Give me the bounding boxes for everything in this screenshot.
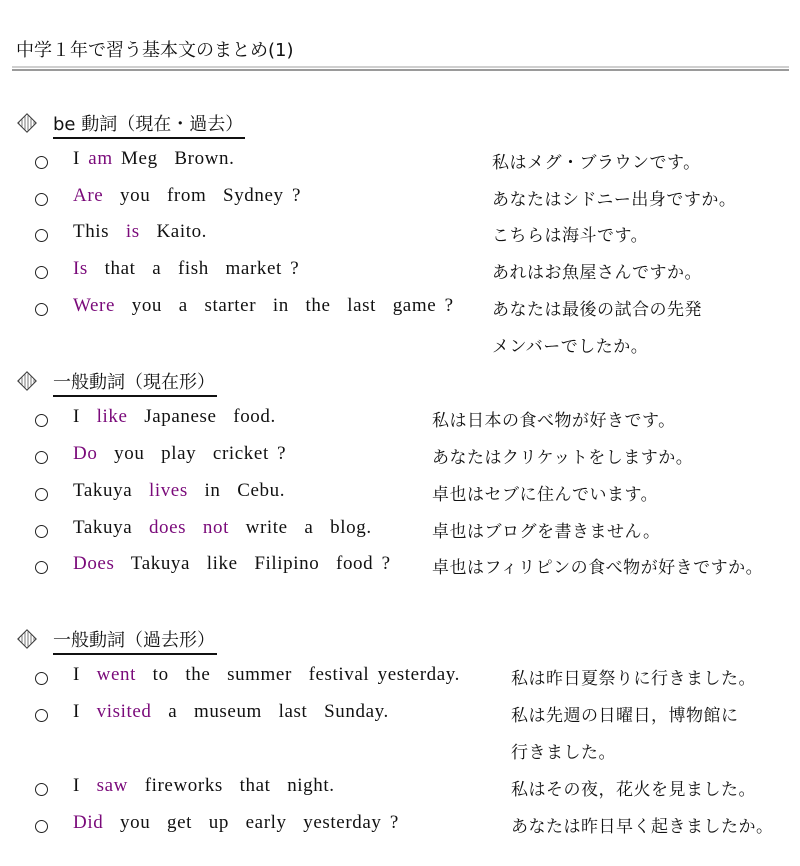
sentence-row	[0, 775, 800, 805]
sentence-text: I	[73, 406, 97, 427]
english-sentence	[73, 701, 389, 723]
english-sentence	[73, 775, 335, 797]
sentence-text: write a blog.	[228, 517, 372, 538]
sentence-row	[0, 812, 800, 842]
circle-bullet-icon	[35, 561, 48, 574]
japanese-translation: あなたはシドニー出身ですか。	[492, 190, 737, 210]
japanese-translation: 卓也はフィリピンの食べ物が好きですか。	[432, 558, 764, 578]
english-sentence	[73, 664, 460, 686]
circle-bullet-icon	[35, 414, 48, 427]
title-divider	[12, 66, 789, 71]
english-sentence	[73, 517, 372, 539]
english-sentence	[73, 480, 285, 502]
japanese-translation: あなたは最後の試合の先発	[492, 300, 702, 320]
diamond-icon	[17, 113, 37, 133]
sentence-text: Meg Brown.	[112, 148, 235, 169]
sentence-text: Kaito.	[139, 221, 208, 242]
circle-bullet-icon	[35, 156, 48, 169]
sentence-row	[0, 148, 800, 178]
japanese-translation: 私は先週の日曜日，博物館に	[511, 706, 739, 726]
english-sentence	[73, 221, 207, 243]
sentence-row	[0, 553, 800, 583]
highlighted-verb: Does	[73, 553, 115, 574]
highlighted-verb: lives	[148, 480, 188, 501]
sentence-row	[0, 443, 800, 473]
english-sentence	[73, 185, 301, 207]
sentence-text: I	[73, 701, 97, 722]
sentence-text: I	[73, 148, 89, 169]
highlighted-verb: visited	[96, 701, 152, 722]
highlighted-verb: saw	[96, 775, 128, 796]
sentence-text: you from Sydney ?	[103, 185, 302, 206]
sentence-row	[0, 480, 800, 510]
sentence-text: you a starter in the last game ?	[115, 295, 454, 316]
japanese-translation: 私は昨日夏祭りに行きました。	[511, 669, 756, 689]
sentence-text: you play cricket ?	[97, 443, 287, 464]
sentence-text: to the summer festival yesterday.	[135, 664, 460, 685]
highlighted-verb: does not	[148, 517, 229, 538]
sentence-text: Japanese food.	[127, 406, 276, 427]
sentence-row	[0, 664, 800, 694]
section-heading-text: 一般動詞（過去形）	[53, 626, 217, 655]
section-heading-text: 一般動詞（現在形）	[53, 368, 217, 397]
sentence-text: a museum last Sunday.	[151, 701, 389, 722]
sentence-text: fireworks that night.	[128, 775, 335, 796]
japanese-translation: 私はその夜，花火を見ました。	[511, 780, 756, 800]
english-sentence	[73, 553, 391, 575]
highlighted-verb: Is	[73, 258, 88, 279]
highlighted-verb: Are	[73, 185, 104, 206]
sentence-row	[0, 701, 800, 731]
highlighted-verb: Were	[73, 295, 116, 316]
circle-bullet-icon	[35, 525, 48, 538]
japanese-translation: あれはお魚屋さんですか。	[492, 263, 702, 283]
sentence-row	[0, 295, 800, 325]
sentence-row	[0, 185, 800, 215]
highlighted-verb: went	[96, 664, 136, 685]
sentence-text: in Cebu.	[187, 480, 286, 501]
sentence-text: you get up early yesterday ?	[103, 812, 399, 833]
circle-bullet-icon	[35, 193, 48, 206]
sentence-row	[0, 517, 800, 547]
japanese-translation: あなたはクリケットをしますか。	[432, 448, 694, 468]
highlighted-verb: like	[96, 406, 128, 427]
sentence-text: I	[73, 664, 97, 685]
japanese-translation: あなたは昨日早く起きましたか。	[511, 817, 774, 837]
sentence-text: Takuya	[73, 480, 149, 501]
circle-bullet-icon	[35, 266, 48, 279]
japanese-translation: 卓也はブログを書きません。	[432, 522, 661, 542]
sentence-text: Takuya	[73, 517, 149, 538]
english-sentence	[73, 812, 399, 834]
highlighted-verb: is	[125, 221, 140, 242]
english-sentence	[73, 295, 454, 317]
english-sentence	[73, 443, 286, 465]
sentence-text: I	[73, 775, 97, 796]
circle-bullet-icon	[35, 820, 48, 833]
circle-bullet-icon	[35, 229, 48, 242]
japanese-translation: こちらは海斗です。	[492, 226, 649, 246]
diamond-icon	[17, 629, 37, 649]
section-heading-text: be 動詞（現在・過去）	[53, 110, 245, 139]
circle-bullet-icon	[35, 488, 48, 501]
circle-bullet-icon	[35, 303, 48, 316]
circle-bullet-icon	[35, 783, 48, 796]
japanese-translation: 私はメグ・ブラウンです。	[492, 153, 701, 173]
sentence-row	[0, 258, 800, 288]
japanese-translation-continued: メンバーでしたか。	[492, 337, 649, 357]
diamond-icon	[17, 371, 37, 391]
circle-bullet-icon	[35, 709, 48, 722]
japanese-translation: 私は日本の食べ物が好きです。	[432, 411, 676, 431]
circle-bullet-icon	[35, 451, 48, 464]
japanese-translation-continued: 行きました。	[511, 743, 616, 763]
document-title: 中学１年で習う基本文のまとめ(1)	[16, 40, 294, 61]
english-sentence	[73, 406, 276, 428]
highlighted-verb: Do	[73, 443, 98, 464]
english-sentence	[73, 258, 299, 280]
sentence-row	[0, 221, 800, 251]
japanese-translation: 卓也はセブに住んでいます。	[432, 485, 659, 505]
english-sentence	[73, 148, 234, 170]
sentence-row	[0, 406, 800, 436]
sentence-text: Takuya like Filipino food ?	[114, 553, 391, 574]
sentence-text: that a fish market ?	[87, 258, 300, 279]
highlighted-verb: Did	[73, 812, 104, 833]
sentence-text: This	[73, 221, 126, 242]
circle-bullet-icon	[35, 672, 48, 685]
highlighted-verb: am	[88, 148, 113, 169]
